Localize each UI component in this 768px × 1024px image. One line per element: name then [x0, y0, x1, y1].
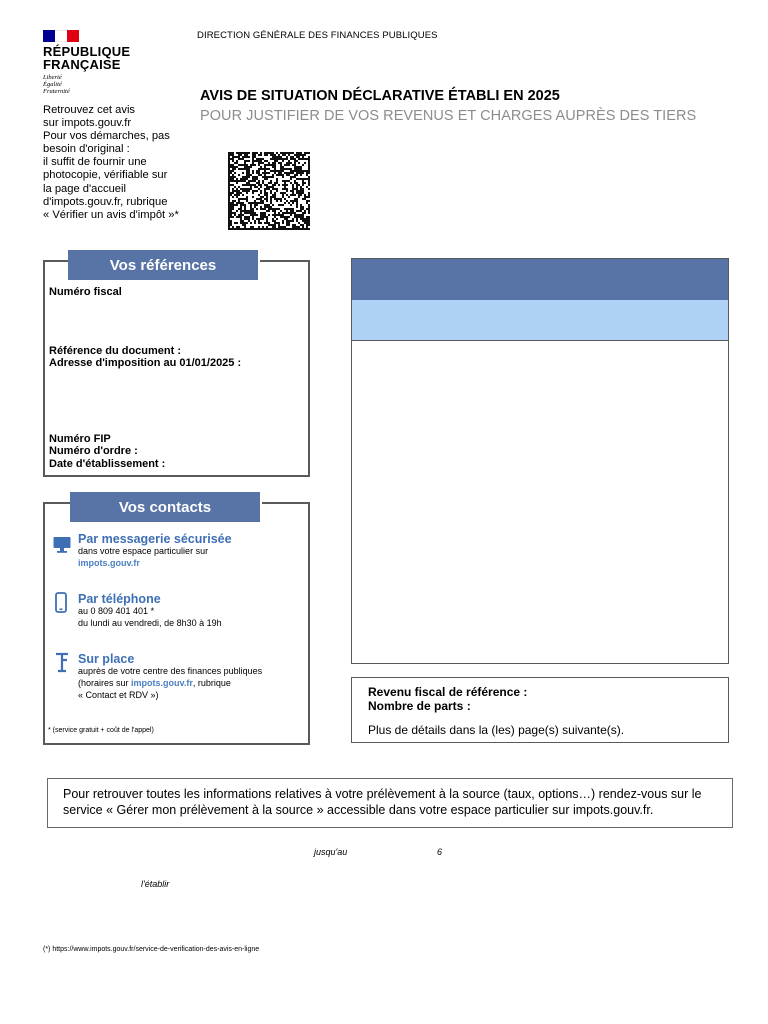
summary-panel — [351, 258, 729, 664]
date-etablissement-label: Date d'établissement : — [49, 458, 166, 470]
direction-generale-label: DIRECTION GÉNÉRALE DES FINANCES PUBLIQUES — [197, 30, 438, 41]
logo-motto: Liberté Égalité Fraternité — [43, 74, 70, 95]
telephone-title: Par téléphone — [78, 592, 161, 606]
sur-place-text-3: « Contact et RDV ») — [78, 690, 159, 700]
french-flag-logo — [43, 30, 79, 42]
messagerie-title: Par messagerie sécurisée — [78, 532, 232, 546]
contacts-heading: Vos contacts — [70, 492, 260, 522]
summary-panel-subheader — [352, 300, 728, 341]
document-subtitle: POUR JUSTIFIER DE VOS REVENUS ET CHARGES AUPRÈS DES TIERS — [200, 108, 697, 124]
numero-fiscal-label: Numéro fiscal — [49, 286, 122, 298]
intro-text: Retrouvez cet avis sur impots.gouv.fr Pour vos démarches, pas besoin d'original : il suffit de fournir une photocopie, vérifiable sur la page d'accueil d'impots.gouv.fr, rubrique « Vérifier un avis d'impôt »* — [43, 104, 179, 221]
service-note: * (service gratuit + coût de l'appel) — [48, 727, 154, 734]
telephone-number: au 0 809 401 401 * — [78, 606, 155, 616]
nombre-parts-label: Nombre de parts : — [368, 699, 471, 713]
sur-place-link[interactable]: impots.gouv.fr — [131, 678, 193, 688]
sur-place-title: Sur place — [78, 652, 135, 666]
sur-place-text-1: auprès de votre centre des finances publiques — [78, 666, 263, 676]
references-heading: Vos références — [68, 250, 258, 280]
sur-place-text-2: (horaires sur impots.gouv.fr, rubrique — [78, 678, 231, 688]
location-pin-icon — [52, 651, 72, 673]
footnote-url: (*) https://www.impots.gouv.fr/service-de-verification-des-avis-en-ligne — [43, 946, 260, 953]
logo-line-2: FRANÇAISE — [43, 57, 121, 72]
numero-ordre-label: Numéro d'ordre : — [49, 445, 138, 457]
monitor-icon — [52, 535, 72, 555]
messagerie-link[interactable]: impots.gouv.fr — [78, 558, 140, 568]
six-text: 6 — [437, 847, 443, 857]
logo-line-1: RÉPUBLIQUE — [43, 44, 131, 59]
summary-panel-header — [352, 259, 728, 300]
datamatrix-barcode — [228, 152, 310, 230]
reference-document-label: Référence du document : — [49, 345, 182, 357]
revenu-fiscal-label: Revenu fiscal de référence : — [368, 685, 528, 699]
telephone-hours: du lundi au vendredi, de 8h30 à 19h — [78, 618, 222, 628]
jusquau-text: jusqu'au — [314, 847, 348, 857]
smartphone-icon — [52, 592, 70, 614]
prelevement-info-text: Pour retrouver toutes les informations relatives à votre prélèvement à la source (taux, options…) rendez-vous sur le service « Gérer mon prélèvement à la source » accessible dans votre espace particulier sur impots.gouv.fr. — [63, 787, 702, 817]
etablir-text: l'établir — [141, 879, 170, 889]
messagerie-text: dans votre espace particulier sur — [78, 546, 209, 556]
document-title: AVIS DE SITUATION DÉCLARATIVE ÉTABLI EN 2025 — [200, 88, 560, 104]
numero-fip-label: Numéro FIP — [49, 433, 111, 445]
details-text: Plus de détails dans la (les) page(s) suivante(s). — [368, 723, 625, 737]
adresse-imposition-label: Adresse d'imposition au 01/01/2025 : — [49, 357, 242, 369]
